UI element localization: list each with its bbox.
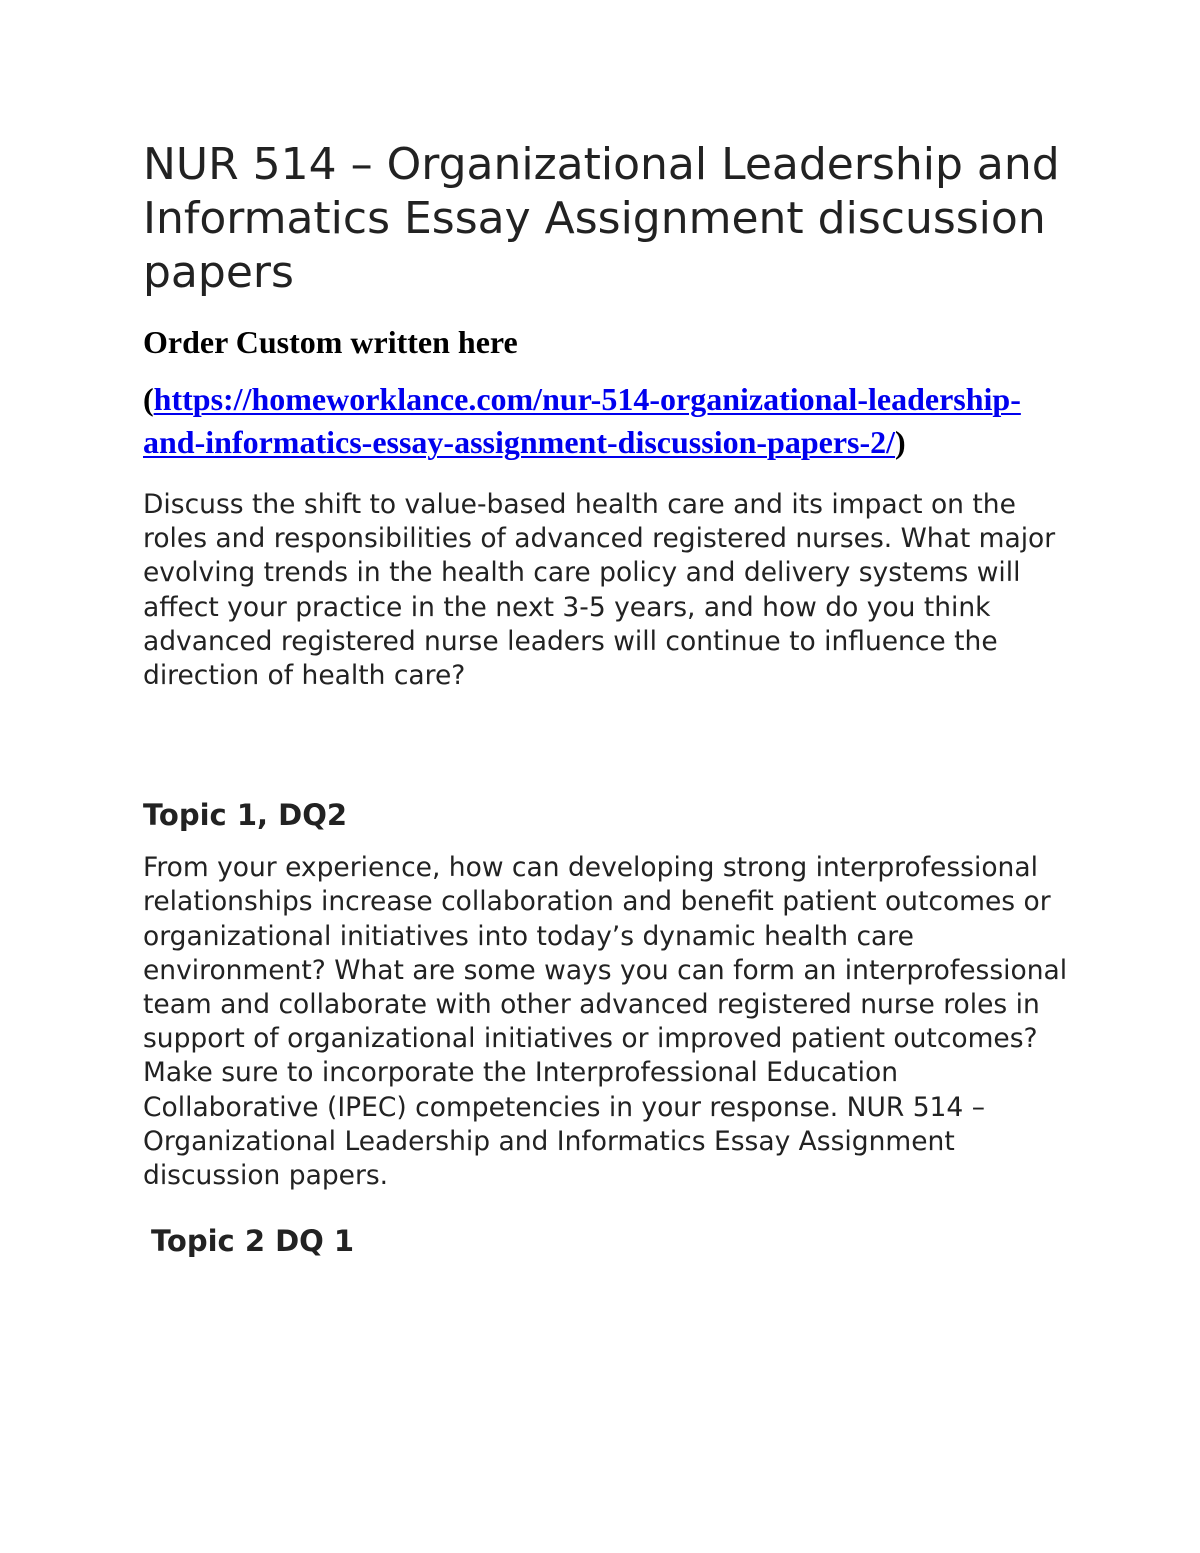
order-link[interactable]: https://homeworklance.com/nur-514-organizational-leadership-and-informatics-essay-assignment-discussion-papers-2/ bbox=[143, 381, 1021, 460]
link-open-paren: ( bbox=[143, 381, 154, 417]
topic-2-heading: Topic 2 DQ 1 bbox=[151, 1224, 355, 1259]
order-heading: Order Custom written here bbox=[143, 324, 518, 360]
discussion-paragraph-2: From your experience, how can developing strong interprofessional relationships increase collaboration and benefit patient outcomes or organizational initiatives into today’s dynamic health care environment? What are some ways you can form an interprofessional team and collaborate with other advanced registered nurse roles in support of organizational initiatives or improved patient outcomes? Make sure to incorporate the Interprofessional Education Collaborative (IPEC) competencies in your response. NUR 514 – Organizational Leadership and Informatics Essay Assignment discussion papers. bbox=[143, 852, 1068, 1192]
document-page bbox=[143, 138, 1073, 1259]
order-link-paragraph bbox=[143, 378, 1073, 464]
link-close-paren: ) bbox=[895, 424, 906, 460]
document-title: NUR 514 – Organizational Leadership and Informatics Essay Assignment discussion papers bbox=[143, 139, 1060, 298]
discussion-paragraph-1: Discuss the shift to value-based health care and its impact on the roles and responsibilities of advanced registered nurses. What major evolving trends in the health care policy and delivery systems will affect your practice in the next 3-5 years, and how do you think advanced registered nurse leaders will continue to influence the direction of health care? bbox=[143, 489, 1056, 692]
topic-1-heading: Topic 1, DQ2 bbox=[143, 798, 348, 833]
